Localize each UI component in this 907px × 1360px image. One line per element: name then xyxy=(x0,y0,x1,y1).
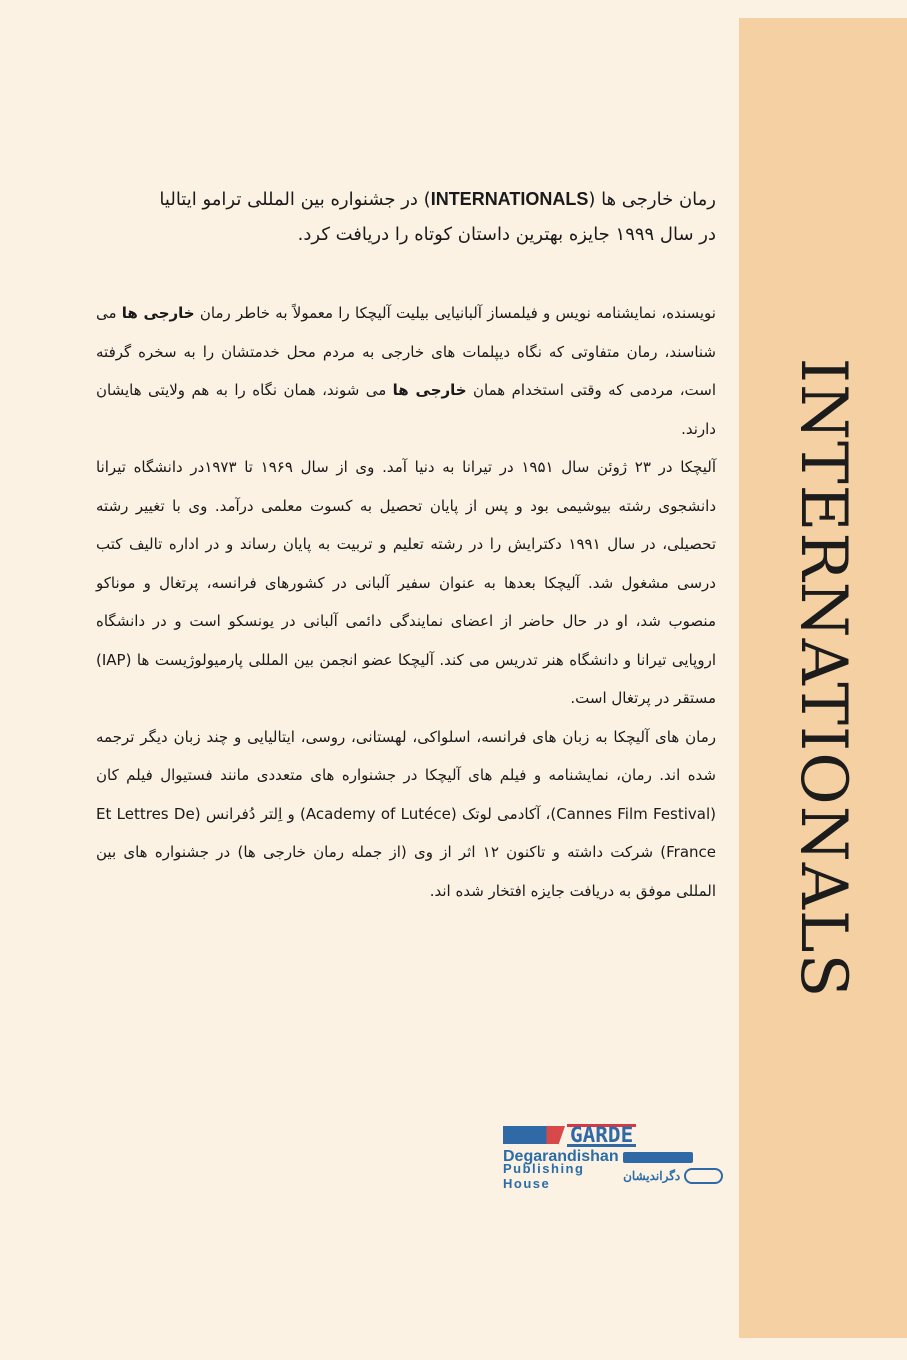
paragraph-1-part-2: می شناسند، رمان متفاوتی که نگاه دیپلمات های خارجی به مردم محل خدمتشان را به سخره گرفته است، مردمی که وقتی استخدام همان xyxy=(96,304,716,399)
publisher-logo-shape xyxy=(503,1126,565,1144)
paragraph-1-part-1: نویسنده، نمایشنامه نویس و فیلمساز آلبانیایی بیلیت آلیچکا را معمولاً به خاطر رمان xyxy=(199,304,716,322)
paragraph-1-part-3: می شوند، همان نگاه را به هم ولایتی هایشان دارند. xyxy=(96,381,716,438)
paragraph-author-intro xyxy=(96,294,716,448)
intro-block xyxy=(96,182,716,252)
publisher-subtitle-row xyxy=(503,1161,723,1191)
paragraph-translations: رمان های آلیچکا به زبان های فرانسه، اسلواکی، لهستانی، روسی، ایتالیایی و چند زبان دیگر ترجمه شده اند. رمان، نمایشنامه و فیلم های آلیچکا در جشنواره های متعددی مانند فستیوال فیلم کان (Cannes Film Festival)، آکادمی لوتک (Academy of Lutéce) و اِلتر دُفرانس (Et Lettres De France) شرکت داشته و تاکنون ۱۲ اثر از وی (از جمله رمان خارجی ها) در جشنواره های بین المللی موفق به دریافت جایزه افتخار شده اند. xyxy=(96,727,717,900)
spine-title: INTERNATIONALS xyxy=(786,357,860,999)
publisher-subtitle: Publishing House xyxy=(503,1161,585,1191)
paragraph-biography: آلیچکا در ۲۳ ژوئن سال ۱۹۵۱ در تیرانا به دنیا آمد. وی از سال ۱۹۶۹ تا ۱۹۷۳در دانشگاه تیرانا دانشجوی رشته بیوشیمی بود و پس از پایان تحصیل به کسوت معلمی درآمد. وی با تغییر رشته تحصیلی، در سال ۱۹۹۱ دکترایش را در رشته تعلیم و تربیت به پایان رساند و در اداره تالیف کتب درسی مشغول شد. آلیچکا بعدها به عنوان سفیر آلبانی در کشورهای فرانسه، پرتغال و موناکو منصوب شد، او در حال حاضر از اعضای نمایندگی دائمی آلبانی در یونسکو است و در دانشگاه اروپایی تیرانا و دانشگاه هنر تدریس می کند. آلیچکا عضو انجمن بین المللی پارمیولوژیست ها (IAP) مستقر در پرتغال است. xyxy=(96,458,717,707)
intro-line-1-english: INTERNATIONALS xyxy=(430,189,589,209)
publisher-logo-word: GARDE xyxy=(567,1124,636,1147)
publisher-persian-name: دگراندیشان xyxy=(623,1169,681,1183)
back-cover-text xyxy=(96,182,716,910)
intro-line-1-suffix: ) در جشنواره بین المللی ترامو ایتالیا xyxy=(159,189,431,210)
intro-line-1-prefix: رمان خارجی ها ( xyxy=(588,189,716,210)
publisher-logo-mark xyxy=(503,1123,723,1147)
paragraph-1-bold-1: خارجی ها xyxy=(121,304,195,322)
intro-line-1 xyxy=(96,182,716,217)
publisher-logo xyxy=(503,1123,723,1189)
publisher-name: Degarandishan xyxy=(503,1148,619,1165)
paragraph-1-bold-2: خارجی ها xyxy=(392,381,467,399)
intro-line-2: در سال ۱۹۹۹ جایزه بهترین داستان کوتاه را دریافت کرد. xyxy=(297,224,716,245)
publisher-swoosh xyxy=(684,1168,723,1184)
spine-panel xyxy=(739,18,907,1338)
publisher-bar xyxy=(623,1152,693,1163)
